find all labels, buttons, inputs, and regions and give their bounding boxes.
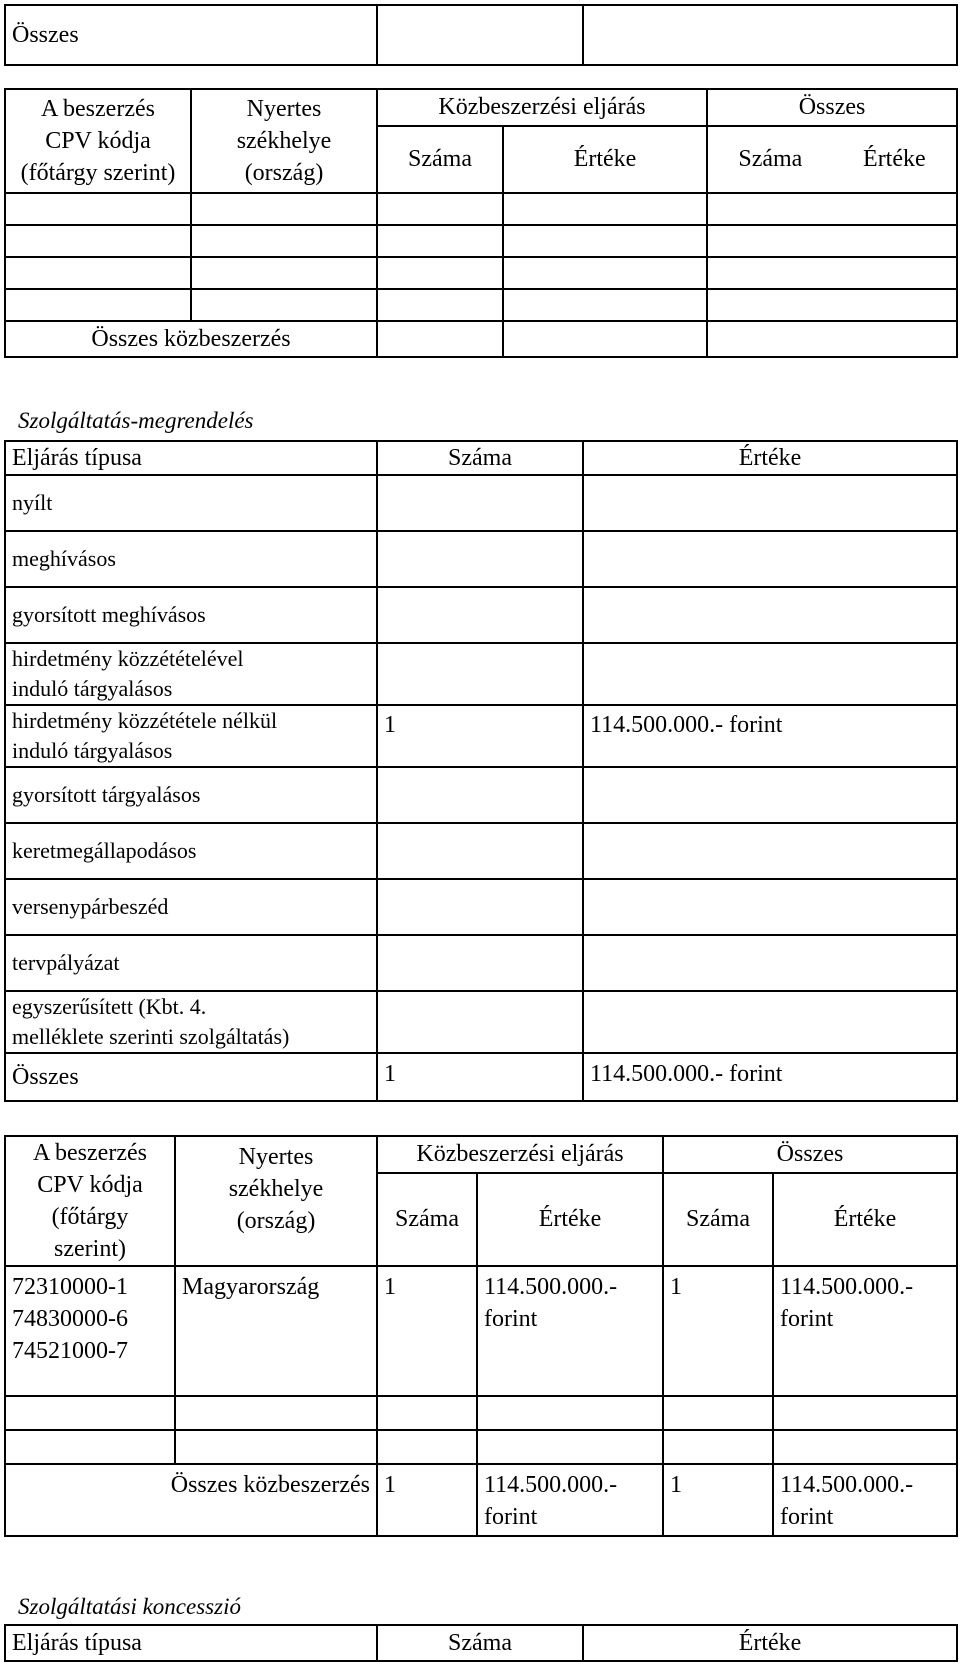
row-value-1: 114.500.000.- forint — [477, 1266, 663, 1396]
service-order-count-header: Száma — [377, 441, 583, 475]
procedure-count — [377, 475, 583, 531]
cpv-table — [4, 1135, 958, 1537]
table-row — [5, 475, 957, 531]
sub-count-2: Száma — [663, 1173, 773, 1266]
procedure-count — [377, 879, 583, 935]
procedure-type: egyszerűsített (Kbt. 4. melléklete szerinti szolgáltatás) — [5, 991, 377, 1053]
footer-value-1: 114.500.000.- forint — [477, 1464, 663, 1536]
table-row — [5, 257, 957, 289]
top-total-table — [4, 4, 958, 66]
winner-seat: Magyarország — [175, 1266, 377, 1396]
concession-table — [4, 1624, 958, 1662]
table-row — [5, 823, 957, 879]
procedure-type: versenypárbeszéd — [5, 879, 377, 935]
procedure-count: 1 — [377, 705, 583, 767]
table-row — [5, 879, 957, 935]
table-row — [5, 587, 957, 643]
service-order-heading: Szolgáltatás-megrendelés — [18, 408, 254, 433]
procedure-value — [583, 767, 957, 823]
procedure-count — [377, 643, 583, 705]
top-seat-header: Nyertes székhelye (ország) — [191, 89, 377, 193]
table-row — [5, 767, 957, 823]
sub-value-1: Értéke — [477, 1173, 663, 1266]
procedure-count — [377, 531, 583, 587]
concession-heading: Szolgáltatási koncesszió — [18, 1594, 241, 1619]
procedure-value — [583, 991, 957, 1053]
procedure-type: meghívásos — [5, 531, 377, 587]
table-row — [5, 705, 957, 767]
procedure-type: hirdetmény közzététele nélkül induló tárgyalásos — [5, 705, 377, 767]
top-footer-label: Összes közbeszerzés — [5, 321, 377, 357]
procedure-value — [583, 475, 957, 531]
concession-type-header: Eljárás típusa — [5, 1625, 377, 1661]
service-order-type-header: Eljárás típusa — [5, 441, 377, 475]
table-row — [5, 935, 957, 991]
procedure-type: nyílt — [5, 475, 377, 531]
total-header: Összes — [663, 1136, 957, 1173]
procedure-type: keretmegállapodásos — [5, 823, 377, 879]
table-row — [5, 1430, 957, 1464]
top-total-value-cell — [583, 5, 957, 65]
top-sub-count-2: Száma — [738, 146, 803, 173]
procedure-count — [377, 767, 583, 823]
procedure-type: hirdetmény közzétételével induló tárgyalásos — [5, 643, 377, 705]
top-sub-count-1: Száma — [377, 126, 503, 193]
service-order-total-label: Összes — [5, 1053, 377, 1101]
cpv-header: A beszerzés CPV kódja (főtárgy szerint) — [5, 1136, 175, 1266]
procedure-type: gyorsított tárgyalásos — [5, 767, 377, 823]
concession-value-header: Értéke — [583, 1625, 957, 1661]
top-sub-value-2: Értéke — [863, 146, 926, 173]
top-cpv-header: A beszerzés CPV kódja (főtárgy szerint) — [5, 89, 191, 193]
seat-header: Nyertes székhelye (ország) — [175, 1136, 377, 1266]
top-total-count-cell — [377, 5, 583, 65]
service-order-total-value: 114.500.000.- forint — [583, 1053, 957, 1101]
service-order-table — [4, 440, 958, 1102]
procedure-count — [377, 587, 583, 643]
row-count-2: 1 — [663, 1266, 773, 1396]
procedure-value — [583, 531, 957, 587]
concession-count-header: Száma — [377, 1625, 583, 1661]
top-cpv-table — [4, 88, 958, 358]
procedure-value: 114.500.000.- forint — [583, 705, 957, 767]
top-procedure-header: Közbeszerzési eljárás — [377, 89, 707, 126]
table-row — [5, 193, 957, 225]
service-order-value-header: Értéke — [583, 441, 957, 475]
footer-value-2: 114.500.000.- forint — [773, 1464, 957, 1536]
table-row — [5, 1266, 957, 1396]
procedure-count — [377, 935, 583, 991]
row-count-1: 1 — [377, 1266, 477, 1396]
cpv-codes: 72310000-1 74830000-6 74521000-7 — [5, 1266, 175, 1396]
procedure-value — [583, 879, 957, 935]
procedure-count — [377, 823, 583, 879]
procedure-value — [583, 643, 957, 705]
procedure-value — [583, 587, 957, 643]
procedure-type: gyorsított meghívásos — [5, 587, 377, 643]
table-row — [5, 289, 957, 321]
table-row — [5, 225, 957, 257]
cpv-footer-label: Összes közbeszerzés — [5, 1464, 377, 1536]
top-total-header: Összes — [707, 89, 957, 126]
table-row — [5, 643, 957, 705]
sub-count-1: Száma — [377, 1173, 477, 1266]
procedure-value — [583, 935, 957, 991]
row-value-2: 114.500.000.- forint — [773, 1266, 957, 1396]
footer-count-1: 1 — [377, 1464, 477, 1536]
procedure-type: tervpályázat — [5, 935, 377, 991]
procedure-header: Közbeszerzési eljárás — [377, 1136, 663, 1173]
table-row — [5, 991, 957, 1053]
table-row — [5, 1396, 957, 1430]
sub-value-2: Értéke — [773, 1173, 957, 1266]
top-total-label: Összes — [5, 5, 377, 65]
procedure-count — [377, 991, 583, 1053]
top-sub-value-1: Értéke — [503, 126, 707, 193]
table-row — [5, 531, 957, 587]
procedure-value — [583, 823, 957, 879]
service-order-total-count: 1 — [377, 1053, 583, 1101]
footer-count-2: 1 — [663, 1464, 773, 1536]
top-sub-count-value-2 — [707, 126, 957, 193]
